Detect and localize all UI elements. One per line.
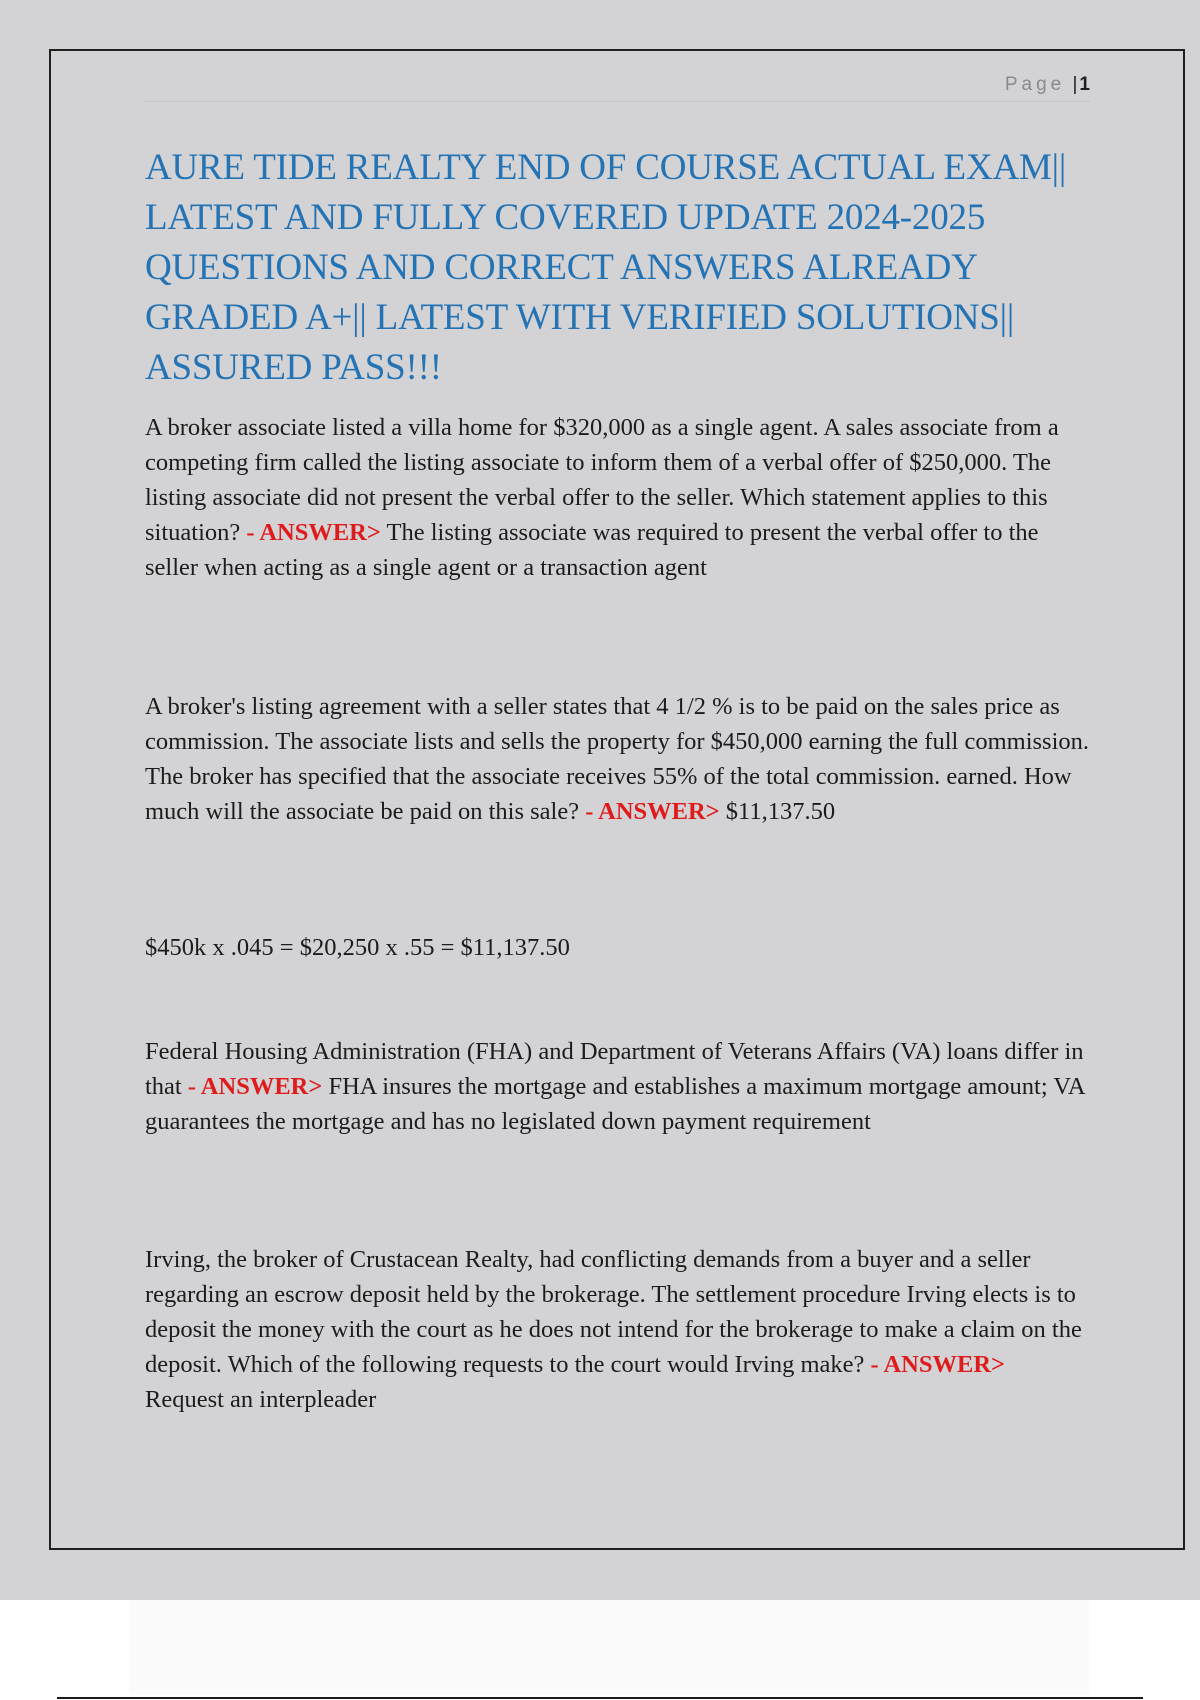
answer-marker: - ANSWER> xyxy=(585,798,720,825)
answer-text: $11,137.50 xyxy=(725,798,836,825)
page-word: Page xyxy=(1004,74,1066,95)
question-text: Federal Housing Administration (FHA) and Department of Veterans Affairs (VA) loans differ in that xyxy=(145,1038,1084,1100)
answer-marker: - ANSWER> xyxy=(187,1073,323,1100)
qa-item xyxy=(145,1242,1090,1417)
calculation-text: $450k x .045 = $20,250 x .55 = $11,137.50 xyxy=(145,934,570,961)
next-page-preview xyxy=(130,1600,1090,1695)
page-header xyxy=(145,72,1090,102)
question-text: Irving, the broker of Crustacean Realty, had conflicting demands from a buyer and a seller regarding an escrow deposit held by the brokerage. The settlement procedure Irving elects is to deposit the money with the court as he does not intend for the brokerage to make a claim on the deposit. Which of the following requests to the court would Irving make? xyxy=(145,1246,1082,1378)
calculation-note xyxy=(145,930,1090,965)
answer-marker: - ANSWER> xyxy=(246,519,381,546)
page-number-label xyxy=(1005,74,1090,96)
document-title: AURE TIDE REALTY END OF COURSE ACTUAL EXAM|| LATEST AND FULLY COVERED UPDATE 2024-2025 QUESTIONS AND CORRECT ANSWERS ALREADY GRADED A+|| LATEST WITH VERIFIED SOLUTIONS|| ASSURED PASS!!! xyxy=(145,147,1067,388)
answer-text: FHA insures the mortgage and establishes a maximum mortgage amount; VA guarantees the mortgage and has no legislated down payment requirement xyxy=(145,1073,1085,1135)
page-number: 1 xyxy=(1079,74,1090,95)
qa-item xyxy=(145,689,1090,829)
answer-text: Request an interpleader xyxy=(145,1386,377,1413)
page-separator: | xyxy=(1072,74,1078,95)
footer-rule xyxy=(57,1697,1143,1699)
qa-item xyxy=(145,1034,1090,1139)
question-text: A broker associate listed a villa home for $320,000 as a single agent. A sales associate from a competing firm called the listing associate to inform them of a verbal offer of $250,000. The listing associate did not present the verbal offer to the seller. Which statement applies to this situation? xyxy=(145,414,1059,546)
question-text: A broker's listing agreement with a seller states that 4 1/2 % is to be paid on the sales price as commission. The associate lists and sells the property for $450,000 earning the full commission. The broker has specified that the associate receives 55% of the total commission. earned. How much will the associate be paid on this sale? xyxy=(145,693,1090,825)
answer-marker: - ANSWER> xyxy=(870,1351,1005,1378)
answer-text: The listing associate was required to present the verbal offer to the seller when acting as a single agent or a transaction agent xyxy=(145,519,1039,581)
qa-item xyxy=(145,410,1090,585)
